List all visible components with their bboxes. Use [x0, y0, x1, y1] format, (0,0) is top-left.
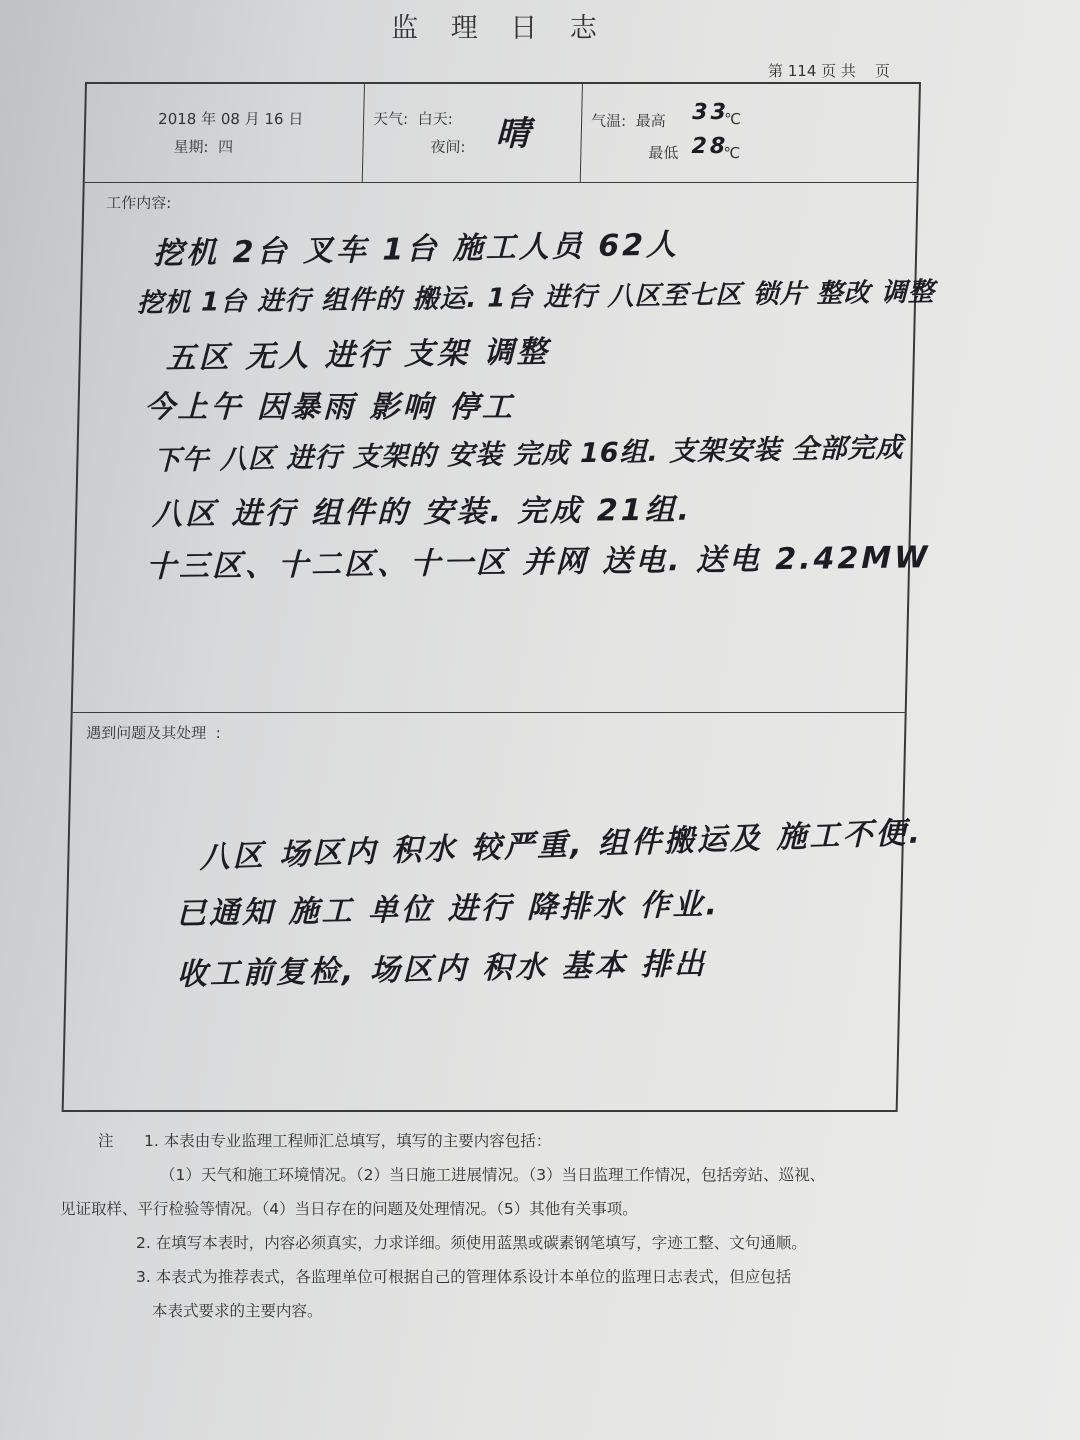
header-row: [85, 84, 919, 183]
document-title: 监 理 日 志: [391, 13, 609, 44]
temp-high-unit: ℃: [723, 110, 742, 128]
issue-line-1: 八区 场区内 积水 较严重, 组件搬运及 施工不便.: [199, 815, 924, 876]
weekday-field: 星期: 四: [173, 138, 234, 156]
issue-line-2: 已通知 施工 单位 进行 降排水 作业.: [176, 887, 721, 932]
note-1-detail-b: 见证取样、平行检验等情况。（4）当日存在的问题及处理情况。（5）其他有关事项。: [60, 1200, 638, 1218]
note-2: 2. 在填写本表时，内容必须真实，力求详细。须使用蓝黑或碳素钢笔填写，字迹工整、文句通顺。: [136, 1234, 807, 1252]
work-line-3: 五区 无人 进行 支架 调整: [165, 334, 550, 377]
weather-day-label: 天气: 白天:: [372, 110, 454, 128]
log-form: [62, 82, 935, 1112]
weather-day-value: 晴: [495, 114, 534, 154]
temp-low-label: 最低: [648, 144, 679, 162]
temp-high-value: 33: [692, 100, 730, 125]
header-divider-1: [362, 84, 365, 182]
work-line-5: 下午 八区 进行 支架的 安装 完成 16组. 支架安装 全部完成: [153, 432, 904, 477]
temp-low-unit: ℃: [723, 144, 741, 162]
temp-high-label: 气温: 最高: [590, 112, 666, 130]
issues-section: [64, 712, 924, 1112]
note-3: 3. 本表式为推荐表式，各监理单位可根据自己的管理体系设计本单位的监理日志表式，但应包括: [136, 1268, 792, 1286]
note-1-detail-a: （1）天气和施工环境情况。（2）当日施工进展情况。（3）当日监理工作情况，包括旁站、巡视、: [160, 1166, 826, 1184]
work-content-section: [73, 182, 935, 713]
issue-line-3: 收工前复检, 场区内 积水 基本 排出: [176, 946, 708, 993]
work-line-2: 挖机 1台 进行 组件的 搬运. 1台 进行 八区至七区 锁片 整改 调整: [136, 277, 935, 319]
work-line-7: 十三区、十二区、十一区 并网 送电. 送电 2.42MW: [145, 540, 931, 585]
work-line-4: 今上午 因暴雨 影响 停工: [144, 390, 516, 425]
header-divider-2: [580, 84, 583, 182]
work-line-6: 八区 进行 组件的 安装. 完成 21组.: [151, 492, 693, 533]
work-line-1: 挖机 2台 叉车 1台 施工人员 62人: [153, 227, 680, 272]
page-number: 第 114 页 共 页: [768, 62, 891, 80]
temp-low-value: 28: [691, 134, 729, 159]
weather-night-label: 夜间:: [430, 138, 466, 156]
issues-label: 遇到问题及其处理 :: [86, 724, 222, 742]
note-3-cont: 本表式要求的主要内容。: [152, 1302, 323, 1320]
date-field: 2018 年 08 月 16 日: [157, 110, 304, 128]
work-content-label: 工作内容:: [106, 194, 172, 212]
notes-prefix: 注: [98, 1132, 114, 1150]
note-1: 1. 本表由专业监理工程师汇总填写，填写的主要内容包括：: [144, 1132, 552, 1150]
